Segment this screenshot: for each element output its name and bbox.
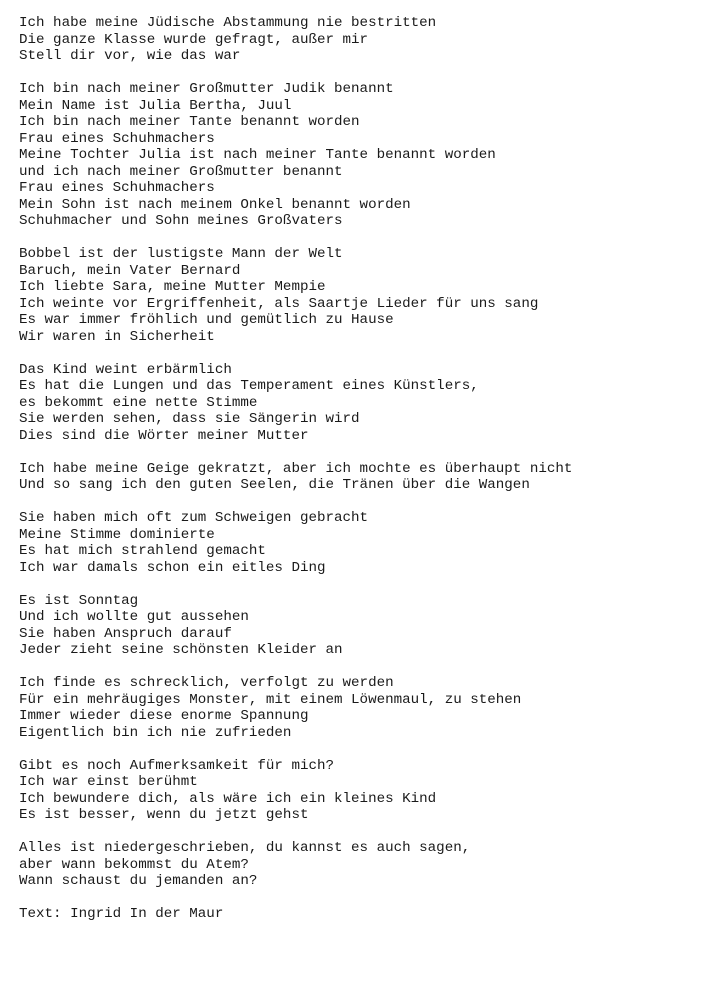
poem-line: Ich war damals schon ein eitles Ding <box>19 559 326 576</box>
poem-line: Und ich wollte gut aussehen <box>19 609 249 625</box>
poem-line: Ich liebte Sara, meine Mutter Mempie <box>19 279 326 295</box>
poem-line: Wann schaust du jemanden an? <box>19 873 258 889</box>
poem-line: Immer wieder diese enorme Spannung <box>19 708 309 724</box>
poem-line: Es ist Sonntag <box>19 592 139 609</box>
poem-line: Schuhmacher und Sohn meines Großvaters <box>19 213 343 229</box>
poem-line: Ich habe meine Geige gekratzt, aber ich mochte es überhaupt nicht <box>19 460 573 477</box>
poem-line: Mein Name ist Julia Bertha, Juul <box>19 97 292 114</box>
poem-line: Sie haben mich oft zum Schweigen gebracht <box>19 510 369 526</box>
poem-line: es bekommt eine nette Stimme <box>19 394 258 411</box>
poem-line: Für ein mehräugiges Monster, mit einem Löwenmaul, zu stehen <box>19 691 522 708</box>
poem-line: Das Kind weint erbärmlich <box>19 361 232 378</box>
poem-line: Es hat die Lungen und das Temperament eines Künstlers, <box>19 378 479 394</box>
poem-line: Baruch, mein Vater Bernard <box>19 262 241 279</box>
poem-line: Es war immer fröhlich und gemütlich zu Hause <box>19 312 394 328</box>
stanza-8 <box>19 675 709 741</box>
poem-line: Eigentlich bin ich nie zufrieden <box>19 724 292 741</box>
stanza-4 <box>19 362 709 445</box>
poem-line: Meine Tochter Julia ist nach meiner Tante benannt worden <box>19 147 496 163</box>
poem-line: aber wann bekommst du Atem? <box>19 856 249 873</box>
author-credit: Text: Ingrid In der Maur <box>19 906 224 922</box>
poem-line: Ich bin nach meiner Tante benannt worden <box>19 114 360 130</box>
poem-line: Sie haben Anspruch darauf <box>19 625 232 642</box>
poem-line: Und so sang ich den guten Seelen, die Tränen über die Wangen <box>19 477 530 493</box>
stanza-6 <box>19 510 709 576</box>
poem-line: Meine Stimme dominierte <box>19 526 215 543</box>
poem-line: Ich finde es schrecklich, verfolgt zu werden <box>19 675 394 691</box>
poem-line: Ich habe meine Jüdische Abstammung nie bestritten <box>19 15 437 31</box>
stanza-1 <box>19 15 709 65</box>
poem-line: Dies sind die Wörter meiner Mutter <box>19 427 309 444</box>
poem-line: Ich war einst berühmt <box>19 774 198 790</box>
stanza-7 <box>19 593 709 659</box>
poem-line: Frau eines Schuhmachers <box>19 180 215 196</box>
poem-line: Ich bewundere dich, als wäre ich ein kleines Kind <box>19 790 437 807</box>
stanza-10 <box>19 840 709 890</box>
poem-line: Bobbel ist der lustigste Mann der Welt <box>19 246 343 262</box>
poem-line: Wir waren in Sicherheit <box>19 328 215 345</box>
poem-line: und ich nach meiner Großmutter benannt <box>19 163 343 180</box>
stanza-3 <box>19 246 709 345</box>
stanza-5 <box>19 461 709 494</box>
stanza-9 <box>19 758 709 824</box>
poem-line: Alles ist niedergeschrieben, du kannst es auch sagen, <box>19 840 471 856</box>
poem-line: Es ist besser, wenn du jetzt gehst <box>19 807 309 823</box>
poem-line: Ich bin nach meiner Großmutter Judik benannt <box>19 81 394 97</box>
poem-line: Die ganze Klasse wurde gefragt, außer mir <box>19 31 369 48</box>
poem-line: Jeder zieht seine schönsten Kleider an <box>19 642 343 658</box>
poem-line: Stell dir vor, wie das war <box>19 48 241 64</box>
poem-line: Es hat mich strahlend gemacht <box>19 543 266 559</box>
poem-line: Ich weinte vor Ergriffenheit, als Saartje Lieder für uns sang <box>19 295 539 312</box>
poem-line: Mein Sohn ist nach meinem Onkel benannt worden <box>19 196 411 213</box>
poem-line: Frau eines Schuhmachers <box>19 130 215 147</box>
poem-document <box>19 15 709 923</box>
stanza-2 <box>19 81 709 230</box>
poem-line: Sie werden sehen, dass sie Sängerin wird <box>19 411 360 427</box>
poem-line: Gibt es noch Aufmerksamkeit für mich? <box>19 757 335 774</box>
